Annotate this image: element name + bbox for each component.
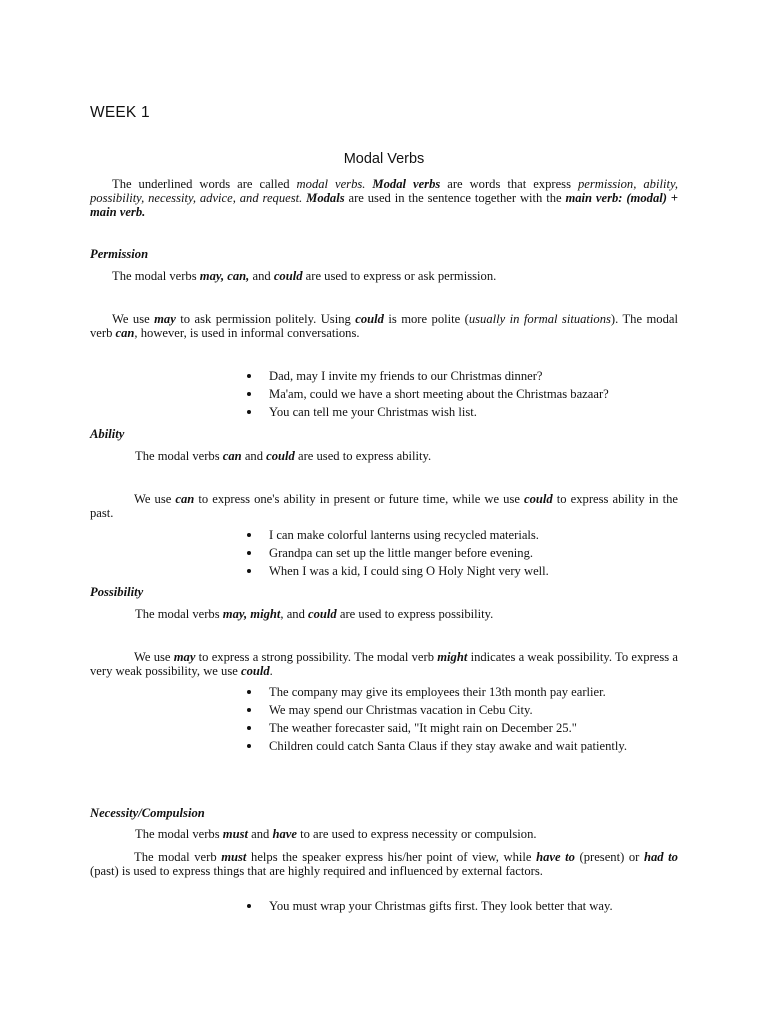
list-item: We may spend our Christmas vacation in Cebu City.	[243, 703, 683, 717]
week-label: WEEK 1	[90, 104, 150, 121]
necessity-examples	[243, 899, 663, 917]
list-item: The company may give its employees their 13th month pay earlier.	[243, 685, 683, 699]
ability-definition: The modal verbs can and could are used to express ability.	[135, 449, 432, 463]
list-item: Grandpa can set up the little manger before evening.	[243, 546, 683, 560]
section-heading-necessity: Necessity/Compulsion	[90, 806, 205, 820]
list-item: You can tell me your Christmas wish list.	[243, 405, 683, 419]
possibility-definition: The modal verbs may, might, and could are used to express possibility.	[135, 607, 494, 621]
permission-explanation: We use may to ask permission politely. Using could is more polite (usually in formal situations). The modal verb can, however, is used in informal conversations.	[90, 312, 678, 340]
section-heading-possibility: Possibility	[90, 585, 144, 599]
bullet-icon	[247, 551, 251, 555]
bullet-icon	[247, 392, 251, 396]
necessity-explanation: The modal verb must helps the speaker express his/her point of view, while have to (present) or had to (past) is used to express things that are highly required and influenced by external factors.	[90, 850, 678, 878]
bullet-icon	[247, 374, 251, 378]
bullet-icon	[247, 410, 251, 414]
bullet-icon	[247, 904, 251, 908]
ability-examples	[243, 528, 683, 582]
intro-paragraph: The underlined words are called modal verbs. Modal verbs are words that express permission, ability, possibility, necessity, advice, and request. Modals are used in the sentence together with the main verb: (modal) + main verb.	[90, 177, 678, 219]
bullet-icon	[247, 708, 251, 712]
section-heading-ability: Ability	[90, 427, 125, 441]
bullet-icon	[247, 569, 251, 573]
list-item: You must wrap your Christmas gifts first. They look better that way.	[243, 899, 663, 913]
page-title: Modal Verbs	[343, 151, 425, 167]
list-item: The weather forecaster said, "It might rain on December 25."	[243, 721, 683, 735]
list-item: Ma'am, could we have a short meeting about the Christmas bazaar?	[243, 387, 683, 401]
list-item: When I was a kid, I could sing O Holy Night very well.	[243, 564, 683, 578]
bullet-icon	[247, 690, 251, 694]
section-heading-permission: Permission	[90, 247, 149, 261]
list-item: Dad, may I invite my friends to our Christmas dinner?	[243, 369, 683, 383]
possibility-examples	[243, 685, 683, 757]
list-item: I can make colorful lanterns using recycled materials.	[243, 528, 683, 542]
bullet-icon	[247, 533, 251, 537]
bullet-icon	[247, 726, 251, 730]
ability-explanation: We use can to express one's ability in present or future time, while we use could to express ability in the past.	[90, 492, 678, 520]
necessity-definition: The modal verbs must and have to are used to express necessity or compulsion.	[135, 827, 537, 841]
list-item: Children could catch Santa Claus if they stay awake and wait patiently.	[243, 739, 649, 753]
permission-examples	[243, 369, 683, 423]
possibility-explanation: We use may to express a strong possibility. The modal verb might indicates a weak possibility. To express a very weak possibility, we use could.	[90, 650, 678, 678]
bullet-icon	[247, 744, 251, 748]
permission-definition: The modal verbs may, can, and could are used to express or ask permission.	[112, 269, 497, 283]
